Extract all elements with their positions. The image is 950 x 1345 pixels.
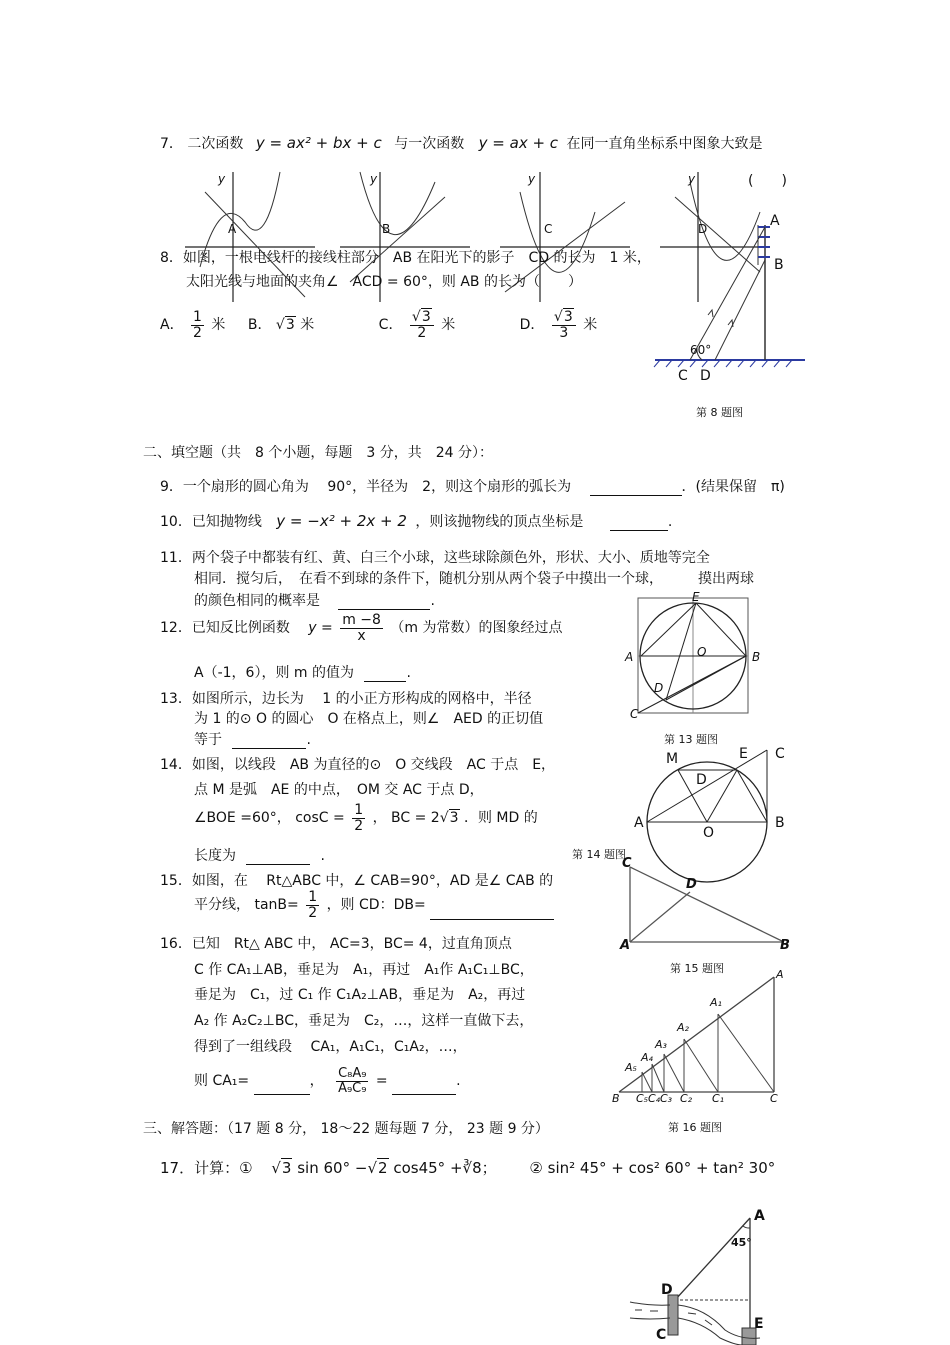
q16-fig-c1: C₁ bbox=[712, 1092, 725, 1105]
q8-d-num: 3 bbox=[563, 309, 573, 325]
q7-axis-y-a: y bbox=[218, 172, 226, 186]
q7-text-b: 与一次函数 bbox=[394, 136, 465, 152]
q13-fig-b: B bbox=[752, 650, 761, 664]
q7-number: 7． bbox=[160, 136, 183, 152]
q13-tail: . bbox=[306, 732, 311, 748]
q10-text-b: ，则该抛物线的顶点坐标是 bbox=[415, 514, 584, 530]
q7-formula-linear: y = ax + c bbox=[478, 134, 559, 152]
q16-fig-c5: C₅ bbox=[636, 1092, 649, 1105]
q16-line-5: 得到了一组线段 CA₁，A₁C₁，C₁A₂，…， bbox=[194, 1039, 467, 1055]
q16-fig-c4: C₄ bbox=[648, 1092, 661, 1105]
q16-line-2: C 作 CA₁⊥AB，垂足为 A₁，再过 A₁作 A₁C₁⊥BC， bbox=[194, 962, 534, 978]
q8-option-a-fraction bbox=[191, 310, 204, 340]
q13-fig-c: C bbox=[630, 707, 639, 721]
q8-d-unit: 米 bbox=[583, 317, 598, 334]
q16-figure bbox=[614, 972, 784, 1097]
section-2-heading: 二、填空题（共 8 个小题，每题 3 分，共 24 分）： bbox=[143, 445, 493, 461]
q8-option-a-letter: A． bbox=[160, 317, 184, 334]
q13-line-2: 为 1 的⊙ O 的圆心 O 在格点上，则∠ AED 的正切值 bbox=[194, 711, 544, 727]
q8-d-den: 3 bbox=[559, 324, 569, 341]
q11-text-1: 两个袋子中都装有红、黄、白三个小球，这些球除颜色外，形状、大小、质地等完全 bbox=[191, 550, 710, 566]
q7-option-c-label: C bbox=[544, 222, 553, 236]
q9-text: 一个扇形的圆心角为 90°，半径为 2，则这个扇形的弧长为 bbox=[182, 479, 572, 495]
q7-option-a-label: A bbox=[228, 222, 237, 236]
q16-answer-blank-1[interactable] bbox=[254, 1080, 310, 1095]
q16-fig-c2: C₂ bbox=[680, 1092, 693, 1105]
q16-tail: . bbox=[456, 1073, 461, 1090]
q12-line-1 bbox=[160, 613, 562, 643]
q18-fig-c: C bbox=[656, 1327, 667, 1343]
q8-option-c-fraction: $\frac{√3}{2}$ bbox=[410, 310, 434, 340]
q8-fig-label-c: C bbox=[678, 368, 688, 384]
q10-tail: . bbox=[667, 514, 673, 530]
q13-figure bbox=[638, 598, 750, 714]
q8-fig-label-a: A bbox=[770, 213, 780, 229]
q14-text-3c: ．则 MD 的 bbox=[463, 810, 538, 827]
q10-answer-blank[interactable] bbox=[610, 516, 668, 531]
q14-line-1 bbox=[160, 754, 555, 774]
q11-line-2: 相同．搅匀后， 在看不到球的条件下，随机分别从两个袋子中摸出一个球， 摸出两球 bbox=[194, 571, 754, 587]
q14-tail: . bbox=[320, 848, 325, 864]
q12-frac-num: m −8 bbox=[342, 612, 381, 628]
q11-number: 11． bbox=[160, 550, 192, 566]
q17-semicolon: ； bbox=[481, 1159, 497, 1177]
q17-radicand-1: 3 bbox=[281, 1159, 292, 1177]
q14-number: 14． bbox=[160, 757, 192, 773]
q15-caption: 第 15 题图 bbox=[670, 962, 724, 975]
q18-fig-d: D bbox=[661, 1282, 673, 1298]
q7-text-a: 二次函数 bbox=[187, 136, 244, 152]
q9-answer-blank[interactable] bbox=[590, 481, 682, 496]
q8-b-unit: 米 bbox=[300, 317, 315, 334]
q16-answer-blank-2[interactable] bbox=[392, 1080, 456, 1095]
q18-fig-e: E bbox=[754, 1316, 764, 1332]
q17-plus: + bbox=[449, 1159, 463, 1177]
q8-fig-label-d: D bbox=[700, 368, 711, 384]
q14-fig-m: M bbox=[666, 751, 679, 767]
q15-line-1 bbox=[160, 870, 553, 890]
q12-text-2: A（-1，6），则 m 的值为 bbox=[194, 665, 354, 681]
q16-line-4: A₂ 作 A₂C₂⊥BC，垂足为 C₂，…，这样一直做下去， bbox=[194, 1013, 534, 1029]
q12-y-eq: y = bbox=[308, 620, 333, 637]
q14-fig-b: B bbox=[775, 815, 785, 831]
q14-caption: 第 14 题图 bbox=[572, 848, 626, 861]
q11-text-3: 的颜色相同的概率是 bbox=[194, 593, 320, 609]
q8-b-radicand: 3 bbox=[285, 317, 295, 334]
q7-axis-y-b: y bbox=[370, 172, 378, 186]
q14-fig-a: A bbox=[634, 815, 644, 831]
q14-frac-num: 1 bbox=[354, 802, 364, 818]
q14-radicand: 3 bbox=[449, 810, 459, 827]
q17-radicand-2: 2 bbox=[378, 1159, 388, 1177]
q14-answer-blank[interactable] bbox=[246, 850, 310, 865]
q12-number: 12． bbox=[160, 620, 192, 637]
q16-fig-a3: A₃ bbox=[655, 1038, 667, 1051]
q9-line bbox=[160, 476, 785, 496]
q14-cos-fraction bbox=[352, 803, 365, 833]
q16-number: 16． bbox=[160, 936, 192, 952]
q12-tail: . bbox=[406, 665, 411, 681]
q15-fig-b: B bbox=[780, 938, 790, 953]
q13-fig-d: D bbox=[654, 681, 664, 695]
q12-line-2 bbox=[194, 662, 411, 682]
q14-text-3a: ∠BOE =60°， cosC = bbox=[194, 810, 345, 827]
q14-fig-e: E bbox=[739, 746, 748, 762]
q14-text-3b: ， BC = 2 bbox=[372, 810, 440, 827]
q8-c-num: 3 bbox=[421, 309, 431, 325]
q14-frac-den: 2 bbox=[354, 817, 364, 834]
q16-text-1: 已知 Rt△ ABC 中， AC=3，BC= 4，过直角顶点 bbox=[191, 936, 512, 952]
q7-line bbox=[160, 133, 763, 153]
q13-answer-blank[interactable] bbox=[232, 734, 306, 749]
q12-fraction bbox=[340, 613, 383, 643]
q16-fig-c: C bbox=[770, 1092, 778, 1105]
q15-tan-fraction bbox=[306, 890, 319, 920]
q18-fig-angle: 45° bbox=[731, 1236, 752, 1249]
q13-caption: 第 13 题图 bbox=[664, 733, 718, 746]
q13-fig-e: E bbox=[692, 590, 700, 604]
q7-axis-y-c: y bbox=[528, 172, 536, 186]
q9-tail: ．(结果保留 π) bbox=[681, 479, 785, 495]
q11-tail: . bbox=[430, 593, 435, 609]
q7-text-c: 在同一直角坐标系中图象大致是 bbox=[566, 136, 763, 152]
q13-text-3: 等于 bbox=[194, 732, 222, 748]
q12-frac-den: x bbox=[357, 627, 366, 644]
q10-line bbox=[160, 511, 672, 531]
q16-caption: 第 16 题图 bbox=[668, 1121, 722, 1134]
q8-c-den: 2 bbox=[417, 324, 427, 341]
q11-line-3 bbox=[194, 590, 435, 610]
q15-fig-d: D bbox=[686, 877, 697, 892]
q16-line-1 bbox=[160, 933, 512, 953]
q8-option-a[interactable] bbox=[160, 309, 230, 341]
q15-frac-den: 2 bbox=[308, 904, 318, 921]
q13-number: 13． bbox=[160, 691, 192, 707]
q14-fig-o: O bbox=[703, 825, 715, 841]
q17-number: 17． bbox=[160, 1159, 195, 1177]
q15-text-1: 如图，在 Rt△ABC 中，∠ CAB=90°，AD 是∠ CAB 的 bbox=[191, 873, 554, 889]
q15-frac-num: 1 bbox=[308, 889, 318, 905]
q14-fig-d: D bbox=[696, 772, 707, 788]
q17-minus: − bbox=[354, 1159, 368, 1177]
q10-text-a: 已知抛物线 bbox=[191, 514, 262, 530]
q8-fig-label-angle: 60° bbox=[690, 343, 712, 357]
q13-fig-o: O bbox=[697, 645, 707, 659]
q13-line-1 bbox=[160, 688, 532, 708]
q16-frac-den: A₉C₉ bbox=[338, 1080, 367, 1096]
q8-a-unit: 米 bbox=[211, 317, 226, 334]
q12-text-a: 已知反比例函数 bbox=[191, 620, 290, 637]
q10-number: 10． bbox=[160, 514, 192, 530]
q8-option-c-letter: C． bbox=[378, 317, 403, 334]
q8-line-1 bbox=[160, 247, 651, 267]
q8-text-1: 如图，一根电线杆的接线柱部分 AB 在阳光下的影子 CD 的长为 1 米， bbox=[182, 250, 651, 266]
q11-answer-blank[interactable] bbox=[338, 595, 430, 610]
q15-fig-c: C bbox=[622, 856, 632, 871]
q12-text-b: （m 为常数）的图象经过点 bbox=[390, 620, 563, 637]
q12-answer-blank[interactable] bbox=[364, 667, 406, 682]
q16-ratio-fraction bbox=[336, 1067, 368, 1095]
q17-part-2: ② sin² 45° + cos² 60° + tan² 30° bbox=[529, 1159, 776, 1177]
q15-fig-a: A bbox=[620, 938, 631, 953]
q8-fig-label-b: B bbox=[774, 257, 784, 273]
q16-text-6a: 则 CA₁= bbox=[194, 1073, 250, 1090]
q7-axis-y-d: y bbox=[688, 172, 696, 186]
q8-line-2: 太阳光线与地面的夹角∠ ACD = 60°，则 AB 的长为（ ） bbox=[186, 274, 582, 290]
q16-frac-num: C₈A₉ bbox=[338, 1066, 367, 1081]
q14-line-3: ∠BOE =60°， cosC = $\frac{1}{2}$ ， BC = 2√3 ．则 MD 的 bbox=[194, 802, 538, 834]
q16-text-6b: = bbox=[375, 1073, 388, 1090]
q17-line: 17．计算：① √3 sin 60° −√2 cos45° +∛8； ② sin² 45° + cos² 60° + tan² 30° bbox=[160, 1159, 776, 1177]
q15-figure bbox=[622, 862, 792, 947]
q8-option-b-letter: B． bbox=[247, 317, 272, 334]
q18-figure bbox=[630, 1210, 790, 1345]
q18-fig-a: A bbox=[754, 1208, 765, 1224]
q16-fig-a: A bbox=[776, 968, 784, 981]
q9-number: 9． bbox=[160, 479, 183, 495]
q8-option-c[interactable] bbox=[378, 309, 460, 341]
q17-cube-root: ∛8 bbox=[462, 1159, 482, 1177]
q16-line-3: 垂足为 C₁，过 C₁ 作 C₁A₂⊥AB，垂足为 A₂，再过 bbox=[194, 987, 526, 1003]
q17-sin60: sin 60° bbox=[297, 1159, 351, 1177]
q10-formula: y = −x² + 2x + 2 bbox=[276, 512, 407, 530]
q8-c-unit: 米 bbox=[441, 317, 456, 334]
q13-line-3 bbox=[194, 729, 311, 749]
q8-a-num: 1 bbox=[193, 309, 202, 325]
q8-option-b[interactable]: B． √3 米 bbox=[247, 317, 315, 334]
q17-text: 计算：① bbox=[194, 1159, 253, 1177]
q16-fig-b: B bbox=[612, 1092, 620, 1105]
section-3-heading: 三、解答题：（17 题 8 分， 18～22 题每题 7 分， 23 题 9 分） bbox=[143, 1121, 549, 1137]
q7-option-d-label: D bbox=[698, 222, 708, 236]
q16-fig-a1: A₁ bbox=[710, 996, 722, 1009]
q17-cos45: cos45° bbox=[393, 1159, 446, 1177]
q13-fig-a: A bbox=[625, 650, 634, 664]
q8-option-d-letter: D． bbox=[519, 317, 545, 334]
q14-line-4 bbox=[194, 845, 325, 865]
q8-options bbox=[160, 310, 597, 340]
q7-option-b-label: B bbox=[382, 222, 391, 236]
q7-formula-quadratic: y = ax² + bx + c bbox=[255, 134, 382, 152]
q14-text-1: 如图，以线段 AB 为直径的⊙ O 交线段 AC 于点 E， bbox=[191, 757, 556, 773]
q11-line-1 bbox=[160, 547, 710, 567]
q14-fig-c: C bbox=[775, 746, 785, 762]
q8-a-den: 2 bbox=[193, 324, 202, 341]
q8-option-d-fraction: $\frac{√3}{3}$ bbox=[552, 310, 576, 340]
q16-fig-a5: A₅ bbox=[625, 1061, 637, 1074]
q16-fig-a4: A₄ bbox=[641, 1051, 653, 1064]
q7-answer-paren: ( ) bbox=[748, 173, 787, 189]
q16-fig-c3: C₃ bbox=[660, 1092, 673, 1105]
q15-answer-blank[interactable] bbox=[430, 905, 554, 920]
q15-line-2 bbox=[194, 890, 554, 920]
q15-number: 15． bbox=[160, 873, 192, 889]
q15-text-2a: 平分线， tanB= bbox=[194, 897, 299, 914]
q15-text-2b: ，则 CD：DB= bbox=[326, 897, 426, 914]
q14-text-4: 长度为 bbox=[194, 848, 236, 864]
q14-line-2: 点 M 是弧 AE 的中点， OM 交 AC 于点 D， bbox=[194, 782, 484, 798]
q16-fig-a2: A₂ bbox=[677, 1021, 689, 1034]
q8-caption: 第 8 题图 bbox=[696, 406, 743, 419]
q8-figure bbox=[650, 215, 810, 375]
q16-line-6: 则 CA₁= ， $\frac{\text{C₈A₉}}{\text{A₉C₉}}$ = . bbox=[194, 1066, 461, 1096]
q8-number: 8． bbox=[160, 250, 183, 266]
q13-text-1: 如图所示，边长为 1 的小正方形构成的网格中，半径 bbox=[191, 691, 532, 707]
q8-option-d[interactable] bbox=[519, 309, 598, 341]
